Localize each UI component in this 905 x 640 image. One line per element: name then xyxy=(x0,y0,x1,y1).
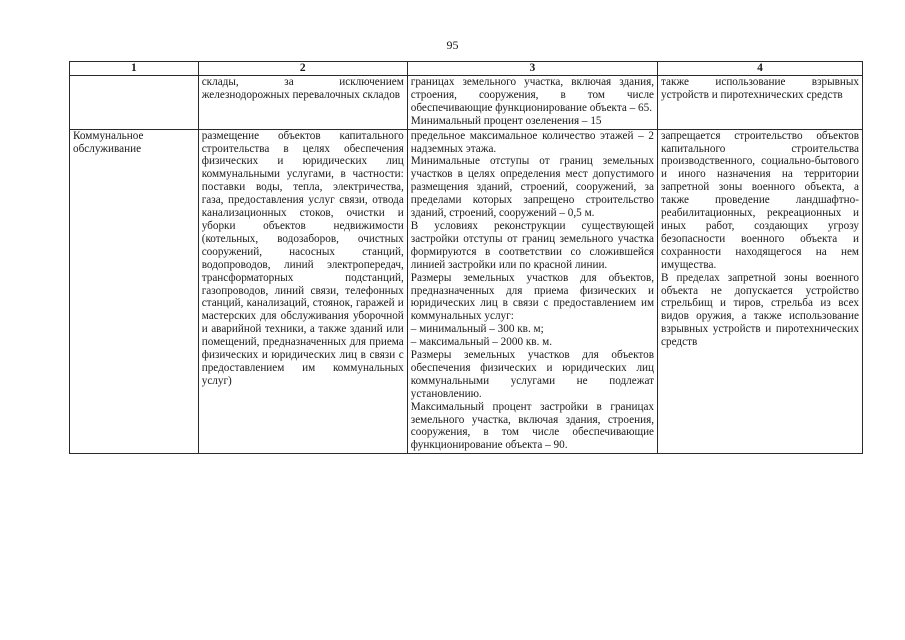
column-header-3: 3 xyxy=(407,62,657,76)
list-item: – минимальный – 300 кв. м; xyxy=(410,323,544,336)
paragraph: Минимальный процент озеленения – 15 xyxy=(410,114,602,127)
page-number: 95 xyxy=(446,38,459,52)
header-row xyxy=(70,62,863,76)
paragraph: запрещается строительство объектов капитального строительства производственного, социально-бытового и иного назначения на территории запретной зоны военного объекта, а также проведение ландшафтно-реабилитационных, рекреационных и иных работ, создающих угрозу безопасности военного объекта и сохранности находящегося на нем имущества. xyxy=(661,129,859,271)
paragraph: размещение объектов капитального строительства в целях обеспечения физических и юридических лиц коммунальными услугами, в частности: поставки воды, тепла, электричества, газа, предоставления услуг связи, отвода канализационных стоков, очистки и уборки объектов недвижимости (котельных, водозаборов, очистных сооружений, насосных станций, водопроводов, линий электропередач, трансформаторных подстанций, газопроводов, линий связи, телефонных станций, канализаций, стоянок, гаражей и мастерских для обслуживания уборочной и аварийной техники, а также зданий или помещений, предназначенных для приема физических и юридических лиц в связи с предоставлением им коммунальных услуг) xyxy=(201,129,404,387)
parameters-cell xyxy=(407,129,657,454)
paragraph: границах земельного участка, включая здания, строения, сооружения, в том числе обеспечивающие функционирование объекта – 65. xyxy=(410,76,655,114)
paragraph: предельное максимальное количество этажей – 2 надземных этажа. xyxy=(410,129,655,155)
paragraph: В условиях реконструкции существующей застройки отступы от границ земельного участка формируются в соответствии со сложившейся линией застройки или по красной линии. xyxy=(410,219,655,271)
paragraph: В пределах запретной зоны военного объекта не допускается устройство стрельбищ и тиров, стрельба из всех видов оружия, а также использование взрывных устройств и пиротехнических средств xyxy=(661,271,859,349)
table-row xyxy=(70,76,863,130)
column-header-4: 4 xyxy=(658,62,863,76)
list-item: – максимальный – 2000 кв. м. xyxy=(410,336,553,349)
use-type-cell: Коммунальное обслуживание xyxy=(70,129,199,454)
use-description-cell xyxy=(198,76,407,130)
zoning-table xyxy=(69,61,863,454)
use-description-cell xyxy=(198,129,407,454)
paragraph: Минимальные отступы от границ земельных участков в целях определения мест допустимого размещения зданий, строений, сооружений, за пределами которых запрещено строительство зданий, строений, сооружений – 0,5 м. xyxy=(410,155,655,220)
restrictions-cell xyxy=(658,76,863,130)
table-row xyxy=(70,129,863,454)
paragraph: также использование взрывных устройств и пиротехнических средств xyxy=(661,76,859,101)
paragraph: Размеры земельных участков для объектов обеспечения физических и юридических лиц коммунальными услугами не подлежат установлению. xyxy=(410,349,655,400)
paragraph: Максимальный процент застройки в границах земельного участка, включая здания, строения, сооружения, в том числе обеспечивающие функционирование объекта – 90. xyxy=(410,400,655,452)
restrictions-cell xyxy=(658,129,863,454)
parameters-cell xyxy=(407,76,657,130)
paragraph: Размеры земельных участков для объектов, предназначенных для приема физических и юридических лиц в связи с предоставлением им коммунальных услуг: xyxy=(410,271,655,323)
use-type-cell xyxy=(70,76,199,130)
column-header-2: 2 xyxy=(198,62,407,76)
paragraph: склады, за исключением железнодорожных перевалочных складов xyxy=(201,76,404,101)
column-header-1: 1 xyxy=(70,62,199,76)
